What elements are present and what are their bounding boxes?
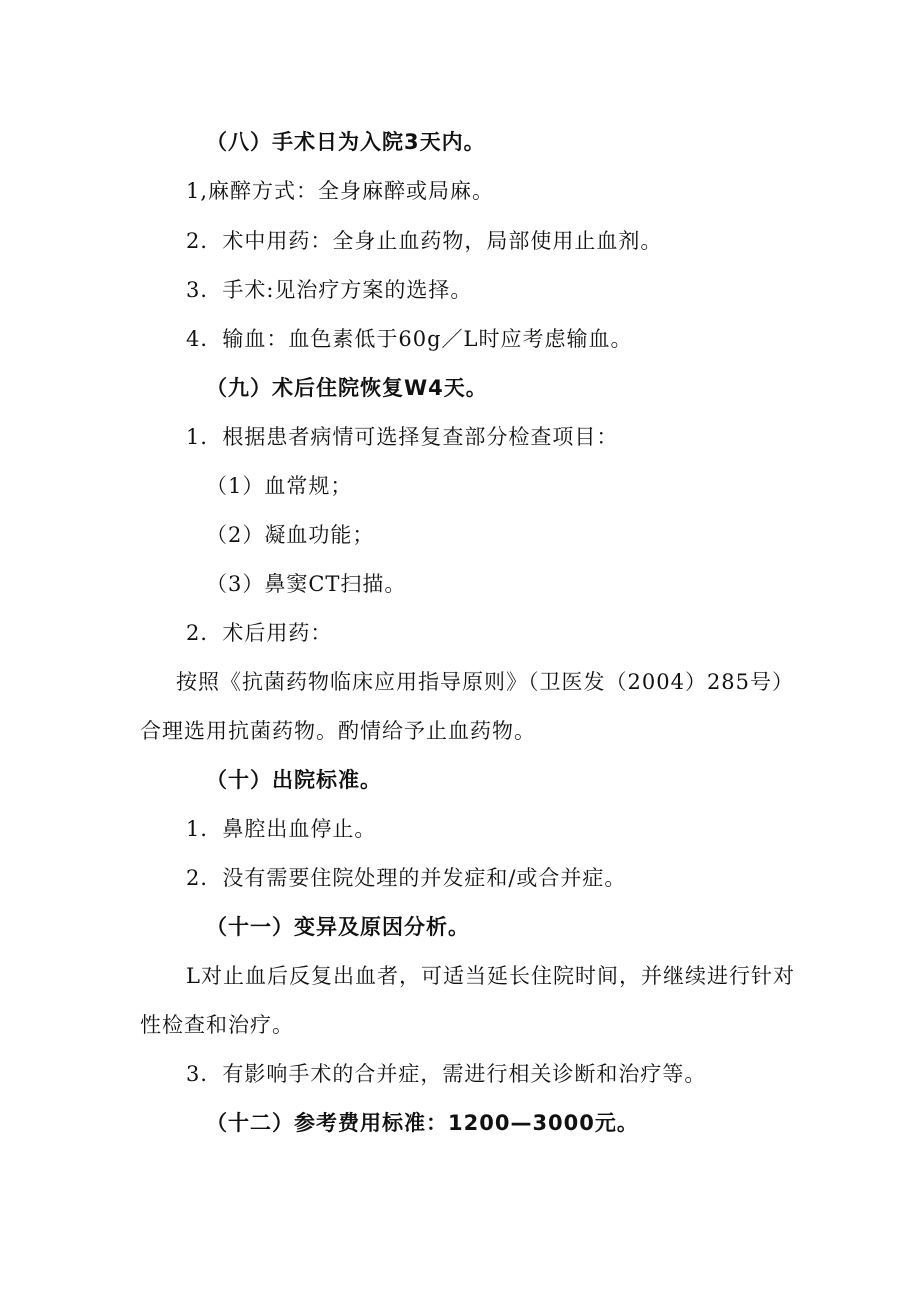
s9-item-1: 1．根据患者病情可选择复查部分检查项目： (186, 425, 619, 449)
s8-item-3: 3．手术:见治疗方案的选择。 (186, 278, 473, 302)
section-9-heading: （九）术后住院恢复W4天。 (206, 376, 488, 400)
s10-item-2: 2．没有需要住院处理的并发症和/或合并症。 (186, 866, 627, 890)
s11-paragraph-line-1: L对止血后反复出血者，可适当延长住院时间，并继续进行针对 (186, 964, 795, 988)
s9-paragraph-line-1: 按照《抗菌药物临床应用指导原则》（卫医发（2004）285号） (176, 670, 795, 694)
section-10-heading: （十）出院标准。 (206, 768, 382, 792)
s8-item-2: 2．术中用药：全身止血药物，局部使用止血剂。 (186, 229, 663, 253)
section-8-heading: （八）手术日为入院3天内。 (206, 130, 486, 154)
s9-sub-2: （2）凝血功能； (206, 523, 375, 547)
section-12-heading: （十二）参考费用标准：1200—3000元。 (206, 1111, 639, 1135)
s10-item-1: 1．鼻腔出血停止。 (186, 817, 377, 841)
s8-item-1: 1,麻醉方式：全身麻醉或局麻。 (186, 179, 495, 203)
s9-paragraph-line-2: 合理选用抗菌药物。酌情给予止血药物。 (140, 719, 536, 743)
s11-item-3: 3．有影响手术的合并症，需进行相关诊断和治疗等。 (186, 1062, 707, 1086)
s11-paragraph-line-2: 性检查和治疗。 (140, 1013, 294, 1037)
s9-sub-1: （1）血常规； (206, 474, 353, 498)
s9-sub-3: （3）鼻窦CT扫描。 (206, 572, 407, 596)
s8-item-4: 4．输血：血色素低于60g／L时应考虑输血。 (186, 327, 633, 351)
section-11-heading: （十一）变异及原因分析。 (206, 915, 470, 939)
s9-item-2: 2．术后用药： (186, 621, 333, 645)
